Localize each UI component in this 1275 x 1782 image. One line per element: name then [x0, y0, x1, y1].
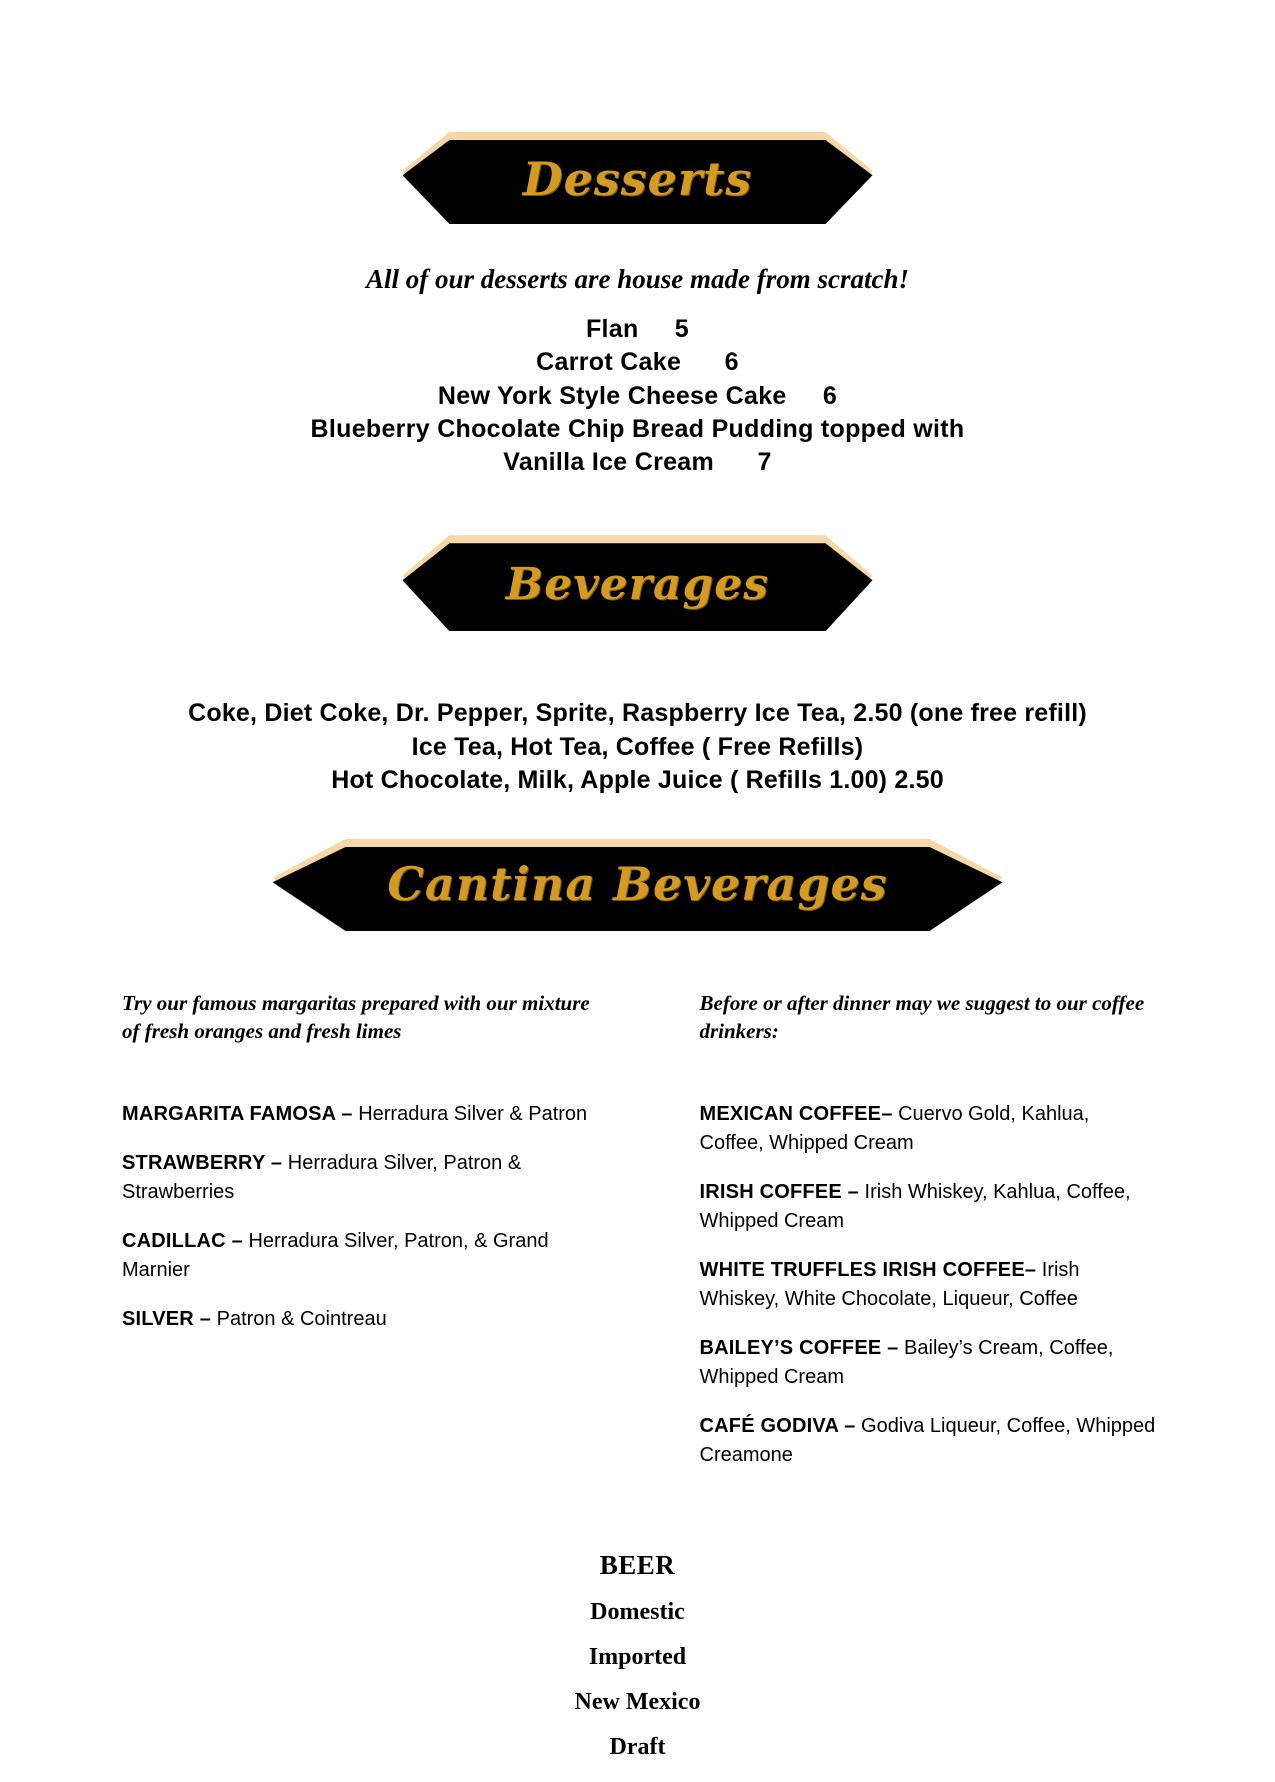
cantina-banner-label: Cantina Beverages: [387, 857, 888, 911]
drink-name: MARGARITA FAMOSA –: [122, 1102, 353, 1125]
dessert-item: Vanilla Ice Cream 7: [503, 448, 772, 476]
beverages-banner: [403, 535, 873, 631]
beverage-line: Ice Tea, Hot Tea, Coffee ( Free Refills): [411, 732, 864, 761]
drink-name: SILVER –: [122, 1307, 212, 1330]
cantina-beverages-banner: [273, 839, 1003, 931]
list-item: [700, 1100, 1158, 1158]
coffee-drinks-column: [670, 989, 1158, 1490]
cantina-columns: [0, 989, 1275, 1490]
drink-name: STRAWBERRY –: [122, 1151, 283, 1174]
list-item: [122, 1149, 610, 1207]
dessert-item: Flan 5: [585, 315, 690, 343]
drink-desc: Godiva Liqueur, Coffee, Whipped Creamone: [699, 1414, 1156, 1466]
coffee-heading: Before or after dinner may we suggest to our coffee drinkers:: [699, 991, 1145, 1044]
list-item: [700, 1412, 1158, 1470]
banner-shape: [273, 839, 1003, 931]
beer-title: BEER: [599, 1549, 676, 1580]
list-item: [122, 1305, 610, 1334]
desserts-banner: [403, 132, 873, 224]
drink-desc: Herradura Silver, Patron & Strawberries: [122, 1151, 522, 1203]
drink-name: CADILLAC –: [122, 1229, 243, 1252]
beer-item: Domestic: [590, 1598, 685, 1625]
desserts-intro: All of our desserts are house made from scratch!: [365, 264, 910, 294]
drink-name: WHITE TRUFFLES IRISH COFFEE–: [699, 1258, 1037, 1281]
drink-desc: Herradura Silver & Patron: [352, 1102, 588, 1125]
list-item: [122, 1100, 610, 1129]
drink-desc: Bailey’s Cream, Coffee, Whipped Cream: [699, 1336, 1114, 1388]
list-item: [700, 1256, 1158, 1314]
drink-name: MEXICAN COFFEE–: [699, 1102, 893, 1125]
drink-desc: Cuervo Gold, Kahlua, Coffee, Whipped Cream: [699, 1102, 1090, 1154]
desserts-item-list: [0, 313, 1275, 479]
beer-section: [0, 1550, 1275, 1761]
beverage-line: Coke, Diet Coke, Dr. Pepper, Sprite, Raspberry Ice Tea, 2.50 (one free refill): [188, 699, 1087, 728]
dessert-item: Blueberry Chocolate Chip Bread Pudding topped with: [310, 414, 965, 443]
margaritas-list: [122, 1100, 610, 1334]
beer-item: Imported: [588, 1643, 687, 1670]
drink-name: IRISH COFFEE –: [699, 1180, 859, 1203]
dessert-item: New York Style Cheese Cake 6: [437, 381, 838, 410]
beer-item: New Mexico: [574, 1688, 701, 1715]
list-item: [700, 1334, 1158, 1392]
beverage-line: Hot Chocolate, Milk, Apple Juice ( Refills 1.00) 2.50: [331, 765, 944, 794]
banner-shape: [403, 535, 873, 631]
beverages-banner-label: Beverages: [506, 559, 769, 611]
drink-name: BAILEY’S COFFEE –: [699, 1336, 899, 1359]
banner-shape: [403, 132, 873, 224]
list-item: [122, 1227, 610, 1285]
drink-desc: Irish Whiskey, Kahlua, Coffee, Whipped Cream: [699, 1180, 1131, 1232]
beer-item: Draft: [609, 1733, 666, 1760]
coffee-list: [670, 1100, 1158, 1470]
drink-name: CAFÉ GODIVA –: [699, 1414, 856, 1437]
drink-desc: Patron & Cointreau: [211, 1307, 387, 1330]
drink-desc: Irish Whiskey, White Chocolate, Liqueur, Coffee: [699, 1258, 1080, 1310]
list-item: [700, 1178, 1158, 1236]
dessert-item: Carrot Cake 6: [536, 348, 739, 377]
beverages-list: [0, 697, 1275, 797]
drink-desc: Herradura Silver, Patron, & Grand Marnier: [122, 1229, 549, 1281]
margaritas-heading: Try our famous margaritas prepared with our mixture of fresh oranges and fresh limes: [122, 991, 590, 1044]
desserts-banner-label: Desserts: [522, 152, 753, 206]
margaritas-column: [122, 989, 610, 1490]
